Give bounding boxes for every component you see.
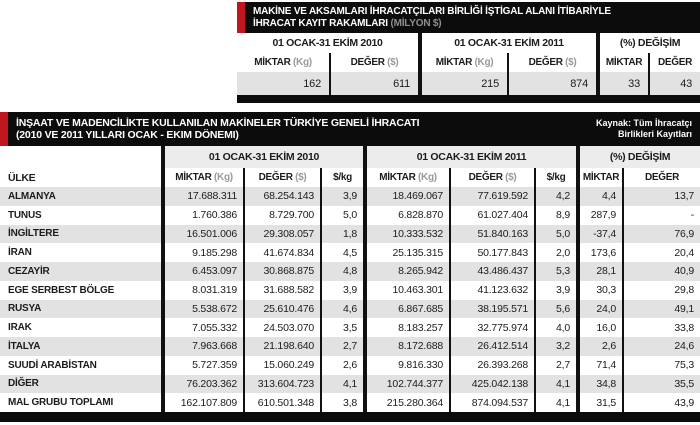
value-cell: 1,8 xyxy=(321,225,365,244)
country-export-section xyxy=(0,112,700,422)
summary-group-2011: 01 OCAK-31 EKİM 2011 xyxy=(420,33,598,53)
country-cell: RUSYA xyxy=(0,300,163,319)
value-cell: 5,0 xyxy=(321,206,365,225)
value-cell: 77.619.592 xyxy=(450,187,535,206)
country-cell: DİĞER xyxy=(0,375,163,394)
summary-col-miktar-2010: MİKTAR (Kg) xyxy=(237,53,330,72)
table-row xyxy=(0,206,700,225)
country-col-miktar-change: MİKTAR xyxy=(578,168,623,187)
country-subheader-row xyxy=(0,168,700,187)
value-cell: 3,9 xyxy=(535,281,578,300)
value-cell: 20,4 xyxy=(623,243,700,262)
value-cell: 2,7 xyxy=(321,337,365,356)
value-cell: 15.060.249 xyxy=(244,356,321,375)
value-cell: 2,6 xyxy=(321,356,365,375)
value-cell: 611 xyxy=(330,72,420,95)
summary-title-line2: İHRACAT KAYIT RAKAMLARI (MİLYON $) xyxy=(253,17,442,29)
value-cell: 5.727.359 xyxy=(163,356,244,375)
value-cell: 2,6 xyxy=(578,337,623,356)
summary-col-deger-2010: DEĞER ($) xyxy=(330,53,420,72)
value-cell: 6.828.870 xyxy=(365,206,450,225)
value-cell: 21.198.640 xyxy=(244,337,321,356)
table-row xyxy=(0,262,700,281)
value-cell: 1.760.386 xyxy=(163,206,244,225)
value-cell: 13,7 xyxy=(623,187,700,206)
table-row xyxy=(0,300,700,319)
summary-title-line1: MAKİNE VE AKSAMLARI İHRACATÇILARI BİRLİĞİ İŞTİGAL ALANI İTİBARİYLE xyxy=(253,6,611,17)
summary-col-miktar-change: MİKTAR xyxy=(598,53,649,72)
value-cell: 9.816.330 xyxy=(365,356,450,375)
value-cell: 16,0 xyxy=(578,318,623,337)
country-cell: SUUDİ ARABİSTAN xyxy=(0,356,163,375)
value-cell: 43.486.437 xyxy=(450,262,535,281)
value-cell: 40,9 xyxy=(623,262,700,281)
value-cell: 75,3 xyxy=(623,356,700,375)
value-cell: 4,4 xyxy=(578,187,623,206)
country-cell: İRAN xyxy=(0,243,163,262)
country-group-2011: 01 OCAK-31 EKİM 2011 xyxy=(365,146,578,168)
value-cell: 8.031.319 xyxy=(163,281,244,300)
value-cell: 4,1 xyxy=(535,375,578,394)
value-cell: 30.868.875 xyxy=(244,262,321,281)
value-cell: 2,7 xyxy=(535,356,578,375)
value-cell: 313.604.723 xyxy=(244,375,321,394)
value-cell: 32.775.974 xyxy=(450,318,535,337)
value-cell: 25.610.476 xyxy=(244,300,321,319)
value-cell: 76,9 xyxy=(623,225,700,244)
value-cell: 173,6 xyxy=(578,243,623,262)
country-title-line2: (2010 VE 2011 YILLARI OCAK - EKIM DÖNEMI) xyxy=(16,129,239,141)
country-group-2010: 01 OCAK-31 EKİM 2010 xyxy=(163,146,365,168)
table-row xyxy=(0,393,700,412)
value-cell: 4,0 xyxy=(535,318,578,337)
value-cell: 3,5 xyxy=(321,318,365,337)
value-cell: 7.055.332 xyxy=(163,318,244,337)
value-cell: 31.688.582 xyxy=(244,281,321,300)
value-cell: 68.254.143 xyxy=(244,187,321,206)
value-cell: 8,9 xyxy=(535,206,578,225)
country-group-change: (%) DEĞİŞİM xyxy=(578,146,700,168)
value-cell: 162.107.809 xyxy=(163,393,244,412)
source-note: Kaynak: Tüm İhracatçı Birlikleri Kayıtları xyxy=(595,118,692,139)
value-cell: 4,6 xyxy=(321,300,365,319)
country-cell: CEZAYİR xyxy=(0,262,163,281)
country-export-table xyxy=(0,146,700,412)
machinery-summary-section xyxy=(237,2,700,103)
value-cell: 874.094.537 xyxy=(450,393,535,412)
value-cell: 9.185.298 xyxy=(163,243,244,262)
value-cell: 10.333.532 xyxy=(365,225,450,244)
value-cell: 28,1 xyxy=(578,262,623,281)
value-cell: 49,1 xyxy=(623,300,700,319)
value-cell: 8.729.700 xyxy=(244,206,321,225)
country-bottom-bar xyxy=(0,412,700,422)
value-cell: 3,9 xyxy=(321,281,365,300)
summary-title-bar xyxy=(237,2,700,33)
country-col-deger-2010: DEĞER ($) xyxy=(244,168,321,187)
summary-group-2010: 01 OCAK-31 EKİM 2010 xyxy=(237,33,420,53)
value-cell: 76.203.362 xyxy=(163,375,244,394)
table-row xyxy=(0,243,700,262)
value-cell: 31,5 xyxy=(578,393,623,412)
summary-col-deger-change: DEĞER xyxy=(649,53,700,72)
value-cell: 3,2 xyxy=(535,337,578,356)
value-cell: 24,6 xyxy=(623,337,700,356)
value-cell: 287,9 xyxy=(578,206,623,225)
table-row xyxy=(0,281,700,300)
value-cell: 5,0 xyxy=(535,225,578,244)
country-title-bar xyxy=(0,112,700,146)
red-accent-bar xyxy=(0,112,8,146)
value-cell: 26.393.268 xyxy=(450,356,535,375)
value-cell: 16.501.006 xyxy=(163,225,244,244)
value-cell: 5,3 xyxy=(535,262,578,281)
value-cell: 41.674.834 xyxy=(244,243,321,262)
value-cell: 26.412.514 xyxy=(450,337,535,356)
country-cell: TUNUS xyxy=(0,206,163,225)
value-cell: 610.501.348 xyxy=(244,393,321,412)
value-cell: 33 xyxy=(598,72,649,95)
country-cell: IRAK xyxy=(0,318,163,337)
value-cell: 215 xyxy=(420,72,508,95)
value-cell: 215.280.364 xyxy=(365,393,450,412)
value-cell: 5,6 xyxy=(535,300,578,319)
value-cell: 17.688.311 xyxy=(163,187,244,206)
value-cell: 6.453.097 xyxy=(163,262,244,281)
value-cell: 35,5 xyxy=(623,375,700,394)
country-col-deger-change: DEĞER xyxy=(623,168,700,187)
value-cell: 8.265.942 xyxy=(365,262,450,281)
summary-title xyxy=(245,2,700,33)
value-cell: 4,1 xyxy=(321,375,365,394)
summary-table xyxy=(237,33,700,95)
summary-data-row xyxy=(237,72,700,95)
value-cell: 5.538.672 xyxy=(163,300,244,319)
value-cell: 4,1 xyxy=(535,393,578,412)
table-row xyxy=(0,187,700,206)
value-cell: - xyxy=(623,206,700,225)
summary-col-miktar-2011: MİKTAR (Kg) xyxy=(420,53,508,72)
summary-subheader-row xyxy=(237,53,700,72)
country-group-header-row xyxy=(0,146,700,168)
value-cell: 874 xyxy=(508,72,598,95)
country-cell: İNGİLTERE xyxy=(0,225,163,244)
table-row xyxy=(0,337,700,356)
value-cell: 38.195.571 xyxy=(450,300,535,319)
country-col-deger-2011: DEĞER ($) xyxy=(450,168,535,187)
value-cell: 102.744.377 xyxy=(365,375,450,394)
value-cell: 71,4 xyxy=(578,356,623,375)
country-col-ulke: ÜLKE xyxy=(0,168,163,187)
value-cell: 29,8 xyxy=(623,281,700,300)
country-title xyxy=(8,112,588,146)
value-cell: 3,9 xyxy=(321,187,365,206)
value-cell: 4,2 xyxy=(535,187,578,206)
value-cell: 6.867.685 xyxy=(365,300,450,319)
table-row xyxy=(0,375,700,394)
value-cell: 50.177.843 xyxy=(450,243,535,262)
country-col-dollar-per-kg-2011: $/kg xyxy=(535,168,578,187)
country-cell: İTALYA xyxy=(0,337,163,356)
value-cell: 24.503.070 xyxy=(244,318,321,337)
summary-col-deger-2011: DEĞER ($) xyxy=(508,53,598,72)
country-cell: ALMANYA xyxy=(0,187,163,206)
red-accent-bar xyxy=(237,2,245,33)
value-cell: 51.840.163 xyxy=(450,225,535,244)
value-cell: 8.183.257 xyxy=(365,318,450,337)
table-row xyxy=(0,318,700,337)
value-cell: 18.469.067 xyxy=(365,187,450,206)
country-title-line1: İNŞAAT VE MADENCİLİKTE KULLANILAN MAKİNELER TÜRKİYE GENELİ İHRACATI xyxy=(16,117,420,129)
value-cell: 41.123.632 xyxy=(450,281,535,300)
value-cell: 10.463.301 xyxy=(365,281,450,300)
country-cell: EGE SERBEST BÖLGE xyxy=(0,281,163,300)
value-cell: 8.172.688 xyxy=(365,337,450,356)
country-col-miktar-2011: MİKTAR (Kg) xyxy=(365,168,450,187)
value-cell: 24,0 xyxy=(578,300,623,319)
value-cell: 29.308.057 xyxy=(244,225,321,244)
table-row xyxy=(0,356,700,375)
value-cell: 3,8 xyxy=(321,393,365,412)
value-cell: 4,5 xyxy=(321,243,365,262)
summary-group-header-row xyxy=(237,33,700,53)
value-cell: 61.027.404 xyxy=(450,206,535,225)
summary-bottom-bar xyxy=(237,95,700,103)
country-col-dollar-per-kg-2010: $/kg xyxy=(321,168,365,187)
country-col-miktar-2010: MİKTAR (Kg) xyxy=(163,168,244,187)
value-cell: 43 xyxy=(649,72,700,95)
country-table-body xyxy=(0,187,700,412)
value-cell: 34,8 xyxy=(578,375,623,394)
value-cell: 43,9 xyxy=(623,393,700,412)
value-cell: 7.963.668 xyxy=(163,337,244,356)
value-cell: 33,8 xyxy=(623,318,700,337)
value-cell: 4,8 xyxy=(321,262,365,281)
country-cell: MAL GRUBU TOPLAMI xyxy=(0,393,163,412)
value-cell: 30,3 xyxy=(578,281,623,300)
country-group-blank xyxy=(0,146,163,168)
table-row xyxy=(0,225,700,244)
value-cell: 2,0 xyxy=(535,243,578,262)
value-cell: 425.042.138 xyxy=(450,375,535,394)
value-cell: 25.135.315 xyxy=(365,243,450,262)
value-cell: -37,4 xyxy=(578,225,623,244)
value-cell: 162 xyxy=(237,72,330,95)
summary-title-unit: (MİLYON $) xyxy=(390,17,442,29)
summary-group-change: (%) DEĞİŞİM xyxy=(598,33,700,53)
